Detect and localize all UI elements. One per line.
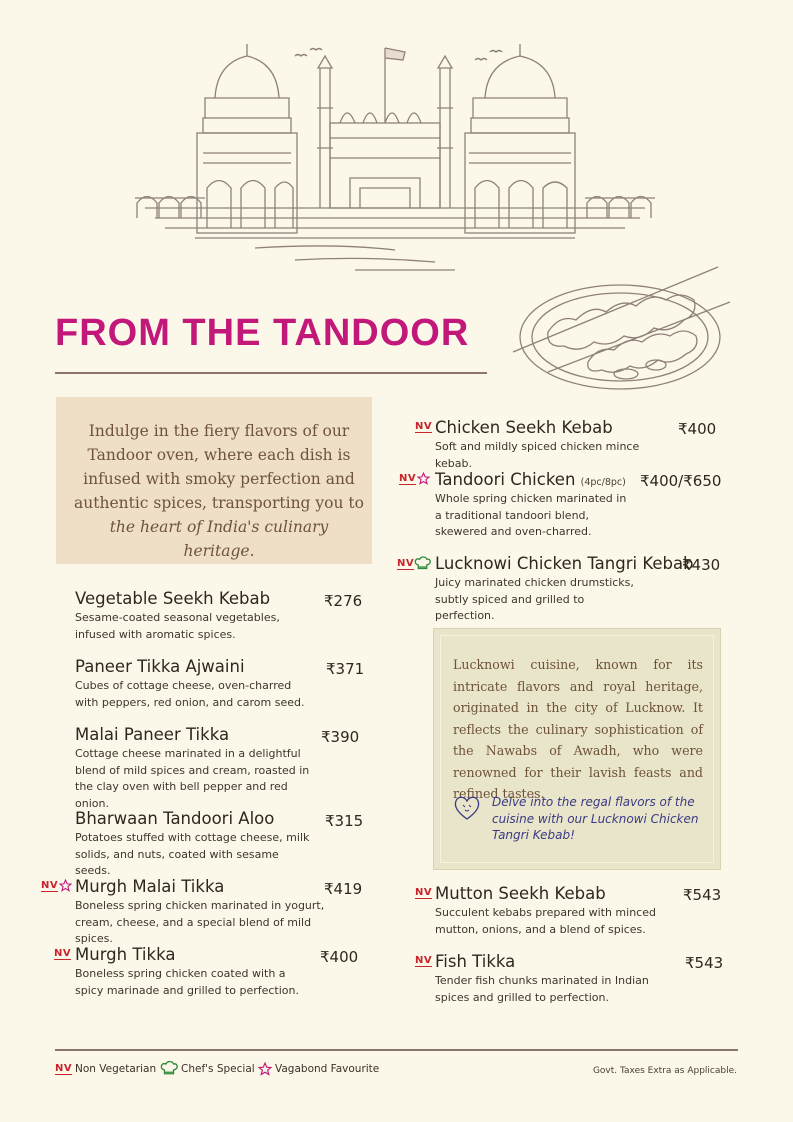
dish-name: Murgh Tikka	[75, 945, 176, 964]
lucknowi-info-box	[433, 628, 721, 870]
title-divider	[55, 372, 487, 374]
menu-item	[75, 589, 365, 643]
dish-description: Juicy marinated chicken drumsticks, subtly spiced and grilled to perfection.	[435, 576, 634, 622]
dish-description: Soft and mildly spiced chicken mince kebab.	[435, 440, 640, 470]
intro-text	[72, 419, 366, 563]
star-icon	[59, 879, 72, 892]
dish-price: ₹371	[326, 660, 365, 678]
info-text: Lucknowi cuisine, known for its intricate flavors and royal heritage, originated in the city of Lucknow. It reflects the culinary sophistication of the Nawabs of Awadh, who were renowned for their lavish feasts and refined tastes.	[453, 657, 703, 801]
menu-item	[435, 884, 725, 938]
dish-price: ₹543	[685, 954, 724, 972]
info-cta: Delve into the regal flavors of the cuisine with our Lucknowi Chicken Tangri Kebab!	[492, 795, 699, 842]
non-veg-badge: NV	[41, 880, 59, 891]
kebab-plate-sketch	[508, 262, 738, 397]
taxes-note: Govt. Taxes Extra as Applicable.	[592, 1066, 737, 1076]
dish-price: ₹400	[678, 420, 717, 438]
dish-portion-note: (4pc/8pc)	[580, 477, 626, 488]
dish-price: ₹419	[324, 880, 363, 898]
dish-price: ₹543	[683, 886, 722, 904]
dish-price: ₹276	[324, 592, 363, 610]
legend-non-veg: Non Vegetarian	[75, 1063, 157, 1075]
intro-box	[56, 397, 372, 564]
dish-description: Potatoes stuffed with cottage cheese, milk solids, and nuts, coated with sesame seeds.	[75, 831, 310, 877]
dish-name-text: Tandoori Chicken	[435, 470, 576, 489]
dish-price: ₹390	[321, 728, 360, 746]
dish-price: ₹400	[320, 948, 359, 966]
non-veg-badge: NV	[397, 558, 415, 569]
dish-price: ₹315	[325, 812, 364, 830]
chef-hat-icon	[414, 556, 431, 571]
dish-name: Malai Paneer Tikka	[75, 725, 230, 744]
dish-description: Cubes of cottage cheese, oven-charred with peppers, red onion, and carom seed.	[75, 679, 305, 709]
non-veg-badge: NV	[415, 887, 433, 898]
dish-name: Mutton Seekh Kebab	[435, 884, 606, 903]
star-icon	[258, 1062, 272, 1076]
page-title: FROM THE TANDOOR	[55, 312, 470, 354]
dish-name: Paneer Tikka Ajwaini	[75, 657, 245, 676]
dish-description: Cottage cheese marinated in a delightful blend of mild spices and cream, roasted in the clay oven with bell pepper and red onion.	[75, 747, 310, 810]
chef-hat-icon	[160, 1061, 178, 1076]
fort-sketch-illustration	[135, 38, 655, 273]
legend-vagabond-favourite: Vagabond Favourite	[275, 1063, 380, 1075]
footer-divider	[55, 1049, 738, 1051]
dish-name: Murgh Malai Tikka	[75, 877, 225, 896]
non-veg-badge: NV	[399, 473, 417, 484]
menu-item	[435, 952, 725, 1006]
legend-chefs-special: Chef's Special	[181, 1063, 255, 1075]
dish-description: Succulent kebabs prepared with minced mutton, onions, and a blend of spices.	[435, 906, 656, 936]
dish-description: Whole spring chicken marinated in a traditional tandoori blend, skewered and oven-charred.	[435, 492, 627, 538]
legend-nv-badge: NV	[55, 1063, 73, 1074]
dish-price: ₹430	[682, 556, 721, 574]
dish-name: Fish Tikka	[435, 952, 516, 971]
dish-description: Boneless spring chicken marinated in yogurt, cream, cheese, and a special blend of mild spices.	[75, 899, 325, 945]
menu-item	[435, 554, 694, 625]
dish-name: Vegetable Seekh Kebab	[75, 589, 271, 608]
dish-name: Chicken Seekh Kebab	[435, 418, 613, 437]
dish-name: Bharwaan Tandoori Aloo	[75, 809, 275, 828]
heart-icon	[452, 794, 482, 822]
dish-name: Lucknowi Chicken Tangri Kebab	[435, 554, 694, 573]
menu-item	[75, 809, 365, 880]
dish-description: Sesame-coated seasonal vegetables, infused with aromatic spices.	[75, 611, 280, 641]
menu-item	[75, 657, 365, 711]
dish-description: Tender fish chunks marinated in Indian spices and grilled to perfection.	[435, 974, 649, 1004]
star-icon	[417, 472, 430, 485]
menu-item	[75, 877, 355, 948]
intro-text-emphasis: the heart of India's culinary heritage.	[109, 518, 329, 560]
non-veg-badge: NV	[415, 955, 433, 966]
non-veg-badge: NV	[54, 948, 72, 959]
dish-price: ₹400/₹650	[640, 472, 722, 490]
intro-text-plain: Indulge in the fiery flavors of our Tandoor oven, where each dish is infused with smoky perfection and authentic spices, transporting you to	[74, 422, 364, 512]
non-veg-badge: NV	[415, 421, 433, 432]
dish-description: Boneless spring chicken coated with a spicy marinade and grilled to perfection.	[75, 967, 299, 997]
